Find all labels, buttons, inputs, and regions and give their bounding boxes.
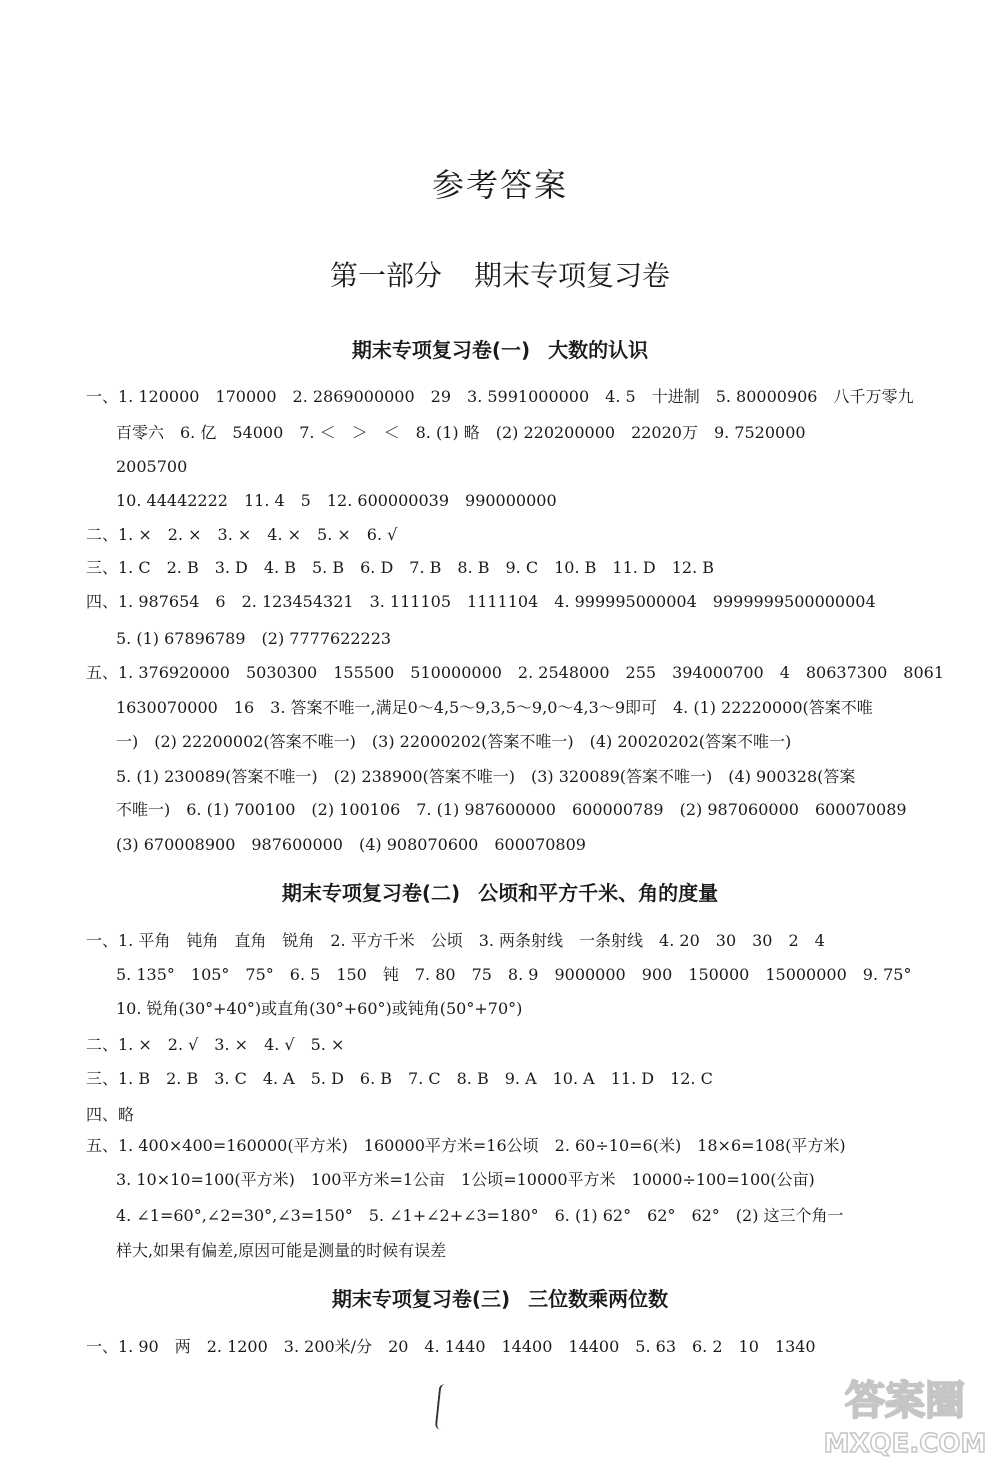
answer-line: 二、1. × 2. × 3. × 4. × 5. × 6. √ (86, 525, 398, 544)
answer-line: 百零六 6. 亿 54000 7. ＜ ＞ ＜ 8. (1) 略 (2) 220200000 22020万 9. 7520000 (116, 423, 806, 442)
answer-line: 样大,如果有偏差,原因可能是测量的时候有误差 (116, 1241, 447, 1260)
page-number-mark (435, 1383, 452, 1430)
answer-line: 5. (1) 230089(答案不唯一) (2) 238900(答案不唯一) (3) 320089(答案不唯一) (4) 900328(答案 (116, 767, 856, 786)
answer-line: 一) (2) 22200002(答案不唯一) (3) 22000202(答案不唯一) (4) 20020202(答案不唯一) (116, 732, 792, 751)
part-heading (0, 254, 1000, 294)
answer-line: 四、1. 987654 6 2. 123454321 3. 111105 1111104 4. 999995000004 9999999500000004 (86, 592, 876, 611)
answer-line: 不唯一) 6. (1) 700100 (2) 100106 7. (1) 987600000 600000789 (2) 987060000 600070089 (116, 800, 907, 819)
watermark-logo (820, 1370, 990, 1460)
answer-line: 一、1. 平角 钝角 直角 锐角 2. 平方千米 公顷 3. 两条射线 一条射线 4. 20 30 30 2 4 (86, 931, 825, 950)
section-name: 三位数乘两位数 (528, 1287, 669, 1311)
page-title: 参考答案 (431, 166, 568, 204)
answer-line: 一、1. 120000 170000 2. 2869000000 29 3. 5991000000 4. 5 十进制 5. 80000906 八千万零九 (86, 387, 914, 406)
answer-line: 3. 10×10=100(平方米) 100平方米=1公亩 1公顷=10000平方米 10000÷100=100(公亩) (116, 1170, 815, 1189)
answer-line: 2005700 (116, 457, 188, 476)
section-heading-1 (0, 334, 1000, 363)
answer-line: 5. (1) 67896789 (2) 7777622223 (116, 629, 392, 648)
answer-line: 三、1. C 2. B 3. D 4. B 5. B 6. D 7. B 8. B 9. C 10. B 11. D 12. B (86, 558, 715, 577)
section-name: 大数的认识 (548, 338, 649, 362)
section-label: 期末专项复习卷(三) (331, 1287, 511, 1311)
answer-line: 4. ∠1=60°,∠2=30°,∠3=150° 5. ∠1+∠2+∠3=180° 6. (1) 62° 62° 62° (2) 这三个角一 (116, 1206, 844, 1225)
answer-line: 五、1. 400×400=160000(平方米) 160000平方米=16公顷 2. 60÷10=6(米) 18×6=108(平方米) (86, 1136, 846, 1155)
answer-line: 10. 锐角(30°+40°)或直角(30°+60°)或钝角(50°+70°) (116, 999, 523, 1018)
part-name: 期末专项复习卷 (474, 259, 671, 292)
answer-line: 一、1. 90 两 2. 1200 3. 200米/分 20 4. 1440 14400 14400 5. 63 6. 2 10 1340 (86, 1337, 816, 1356)
section-label: 期末专项复习卷(二) (281, 881, 461, 905)
watermark-top: 答案圈 (845, 1378, 965, 1424)
answer-line: 三、1. B 2. B 3. C 4. A 5. D 6. B 7. C 8. B 9. A 10. A 11. D 12. C (86, 1069, 713, 1088)
answer-line: 10. 44442222 11. 4 5 12. 600000039 990000000 (116, 491, 557, 510)
answer-line: (3) 670008900 987600000 (4) 908070600 600070809 (116, 835, 586, 854)
answer-line: 5. 135° 105° 75° 6. 5 150 钝 7. 80 75 8. 9 9000000 900 150000 15000000 9. 75° (116, 965, 912, 984)
answer-line: 1630070000 16 3. 答案不唯一,满足0～4,5～9,3,5～9,0～4,3～9即可 4. (1) 22220000(答案不唯 (116, 698, 873, 717)
answer-line: 二、1. × 2. √ 3. × 4. √ 5. × (86, 1035, 345, 1054)
section-name: 公顷和平方千米、角的度量 (478, 881, 719, 905)
part-label: 第一部分 (329, 259, 442, 292)
watermark-bottom: MXQE.COM (823, 1429, 987, 1459)
answer-line: 四、略 (86, 1105, 135, 1124)
section-label: 期末专项复习卷(一) (351, 338, 531, 362)
section-heading-3 (0, 1283, 1000, 1312)
section-heading-2 (0, 877, 1000, 906)
answer-line: 五、1. 376920000 5030300 155500 510000000 2. 2548000 255 394000700 4 80637300 8061 (86, 663, 945, 682)
